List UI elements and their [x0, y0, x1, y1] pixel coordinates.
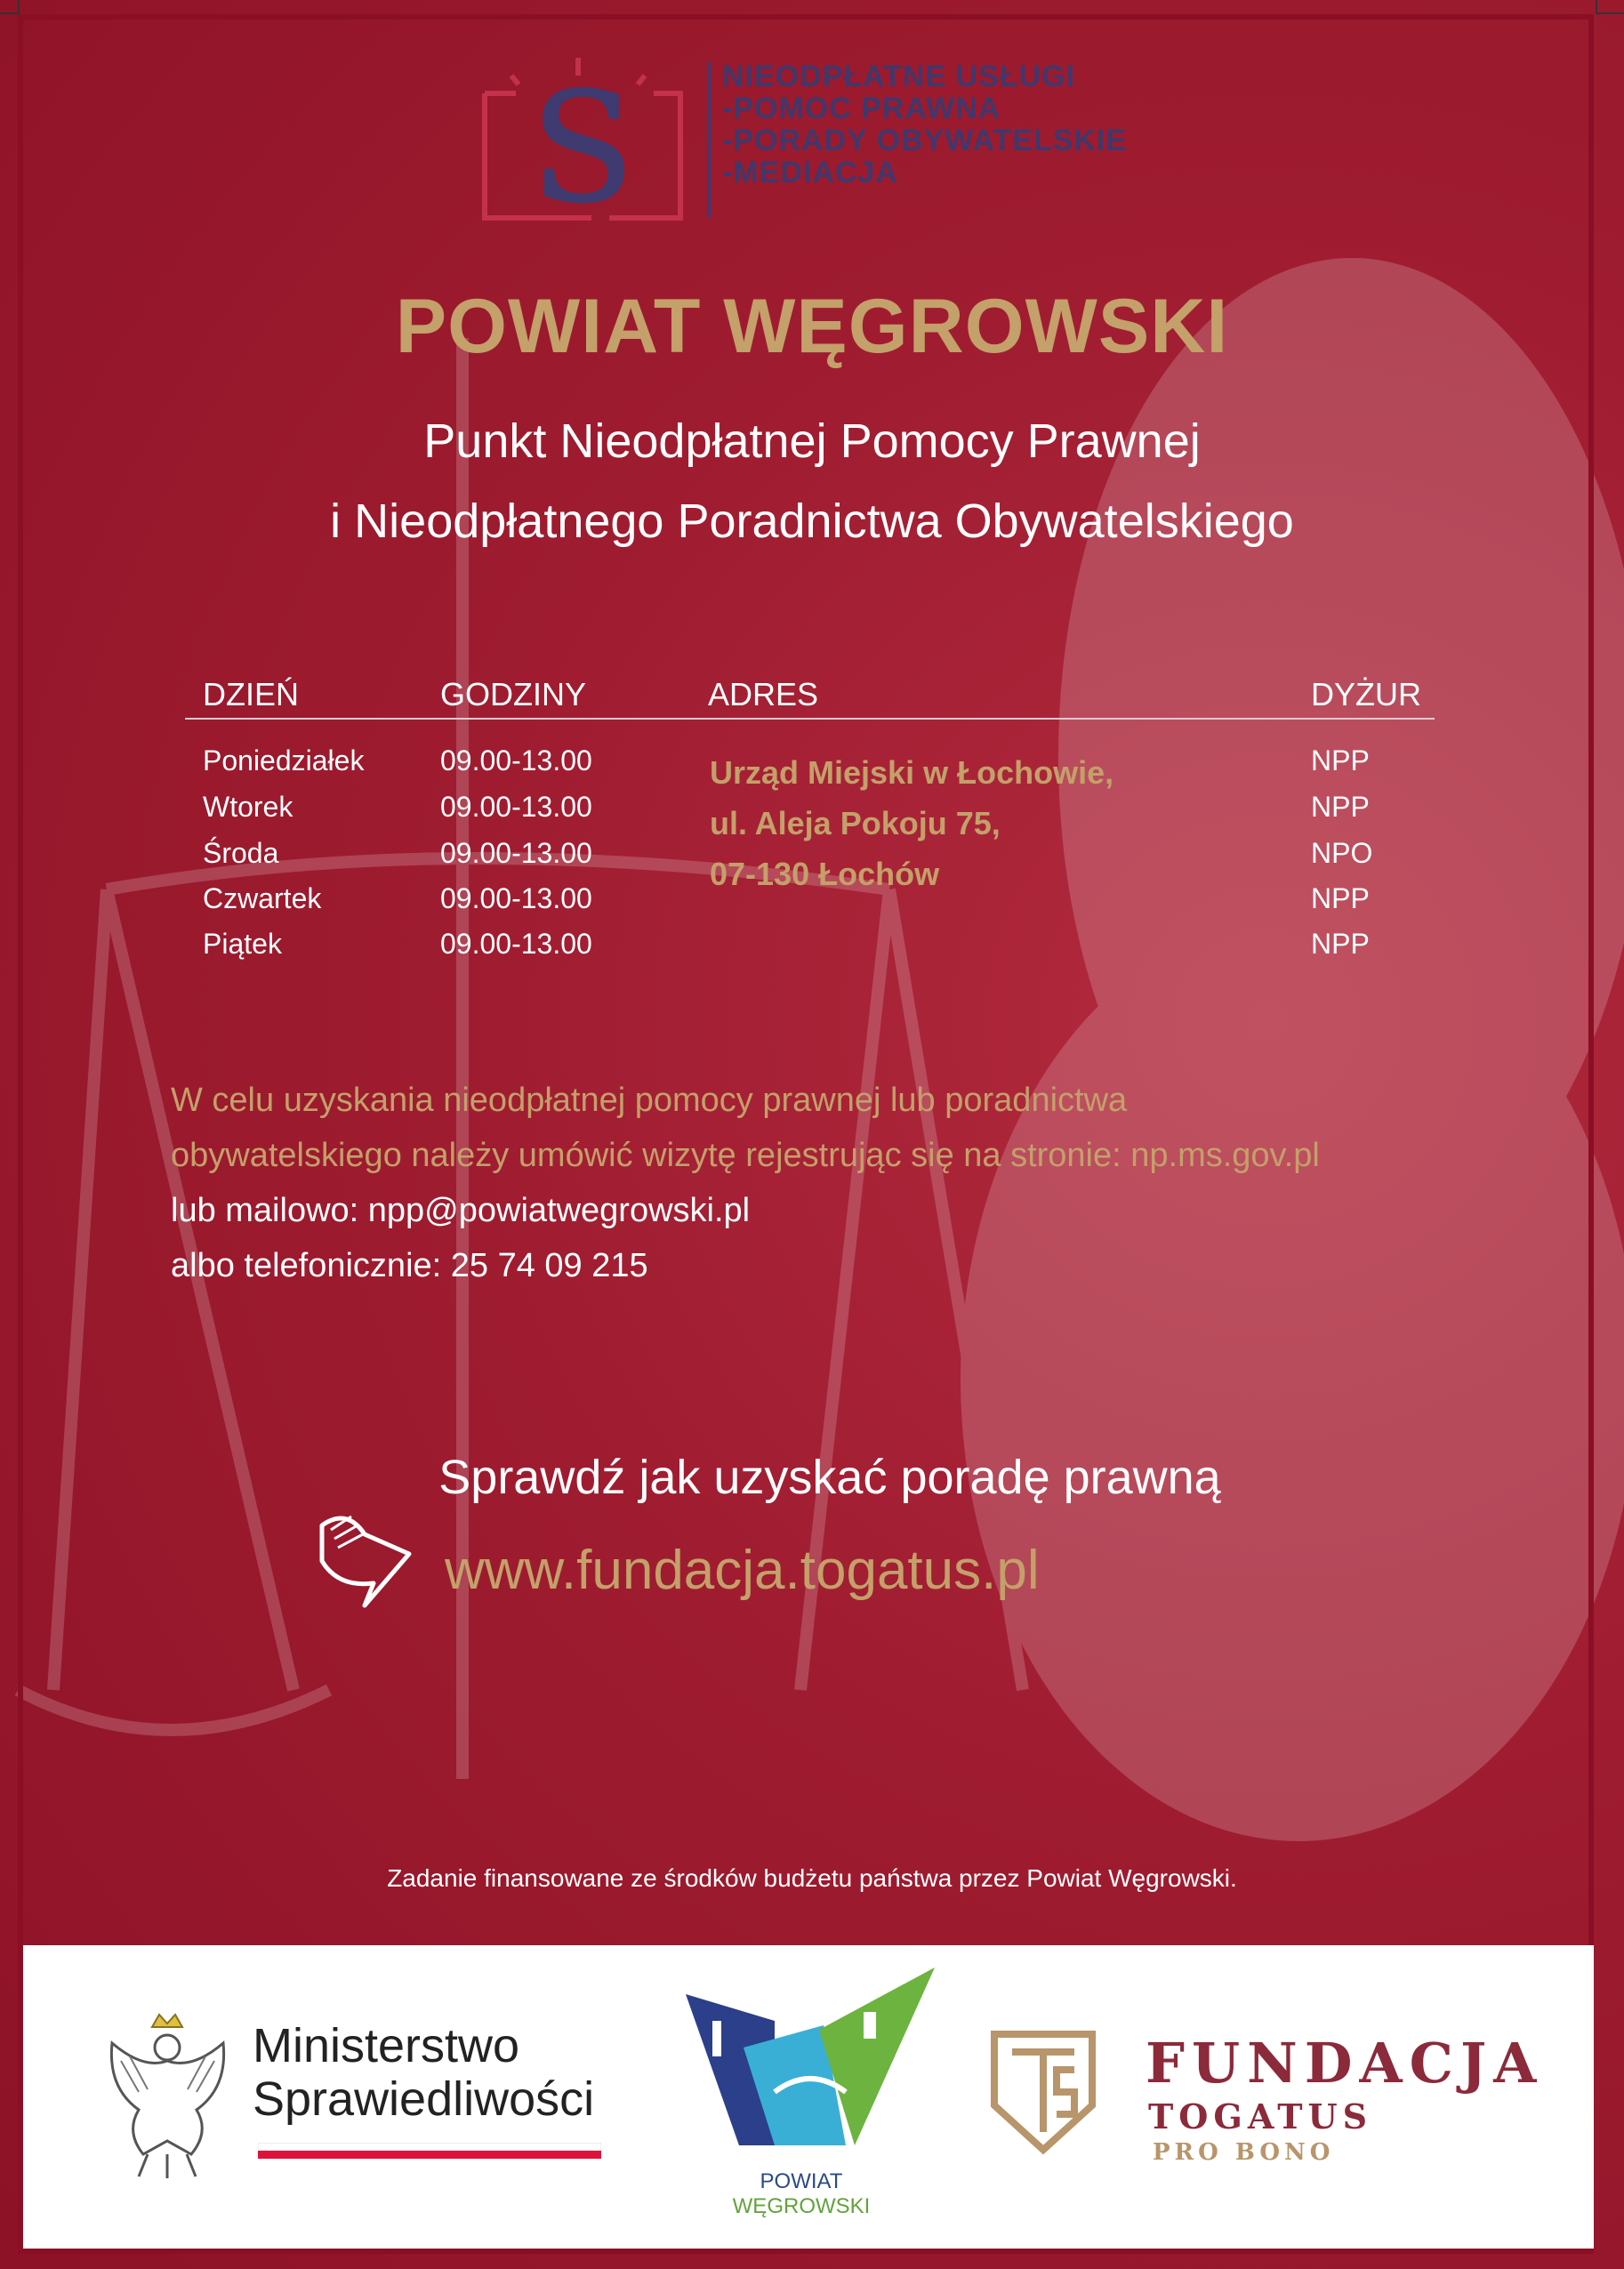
logo-text-line: -MEDIACJA — [722, 156, 898, 189]
row-hours: 09.00-13.00 — [440, 791, 592, 823]
powiat-label: POWIAT — [760, 2169, 843, 2193]
header-hours: GODZINY — [440, 676, 587, 712]
page-title: POWIAT WĘGROWSKI — [395, 284, 1229, 369]
address-block — [710, 747, 1113, 899]
row-duty: NPP — [1311, 882, 1370, 914]
row-day: Wtorek — [203, 791, 293, 823]
row-hours: 09.00-13.00 — [440, 837, 592, 869]
polish-flag-stripe — [258, 2143, 601, 2159]
header-day: DZIEŃ — [203, 676, 299, 712]
row-hours: 09.00-13.00 — [440, 928, 592, 960]
pro-bono-label: PRO BONO — [1153, 2139, 1335, 2166]
row-duty: NPP — [1311, 791, 1370, 823]
info-line-4: albo telefonicznie: 25 74 09 215 — [171, 1247, 648, 1284]
logo-text-line: -POMOC PRAWNA — [722, 92, 1001, 125]
info-line-2: obywatelskiego należy umówić wizytę rejestrując się na stronie: np.ms.gov.pl — [171, 1137, 1320, 1174]
crop-mark-top-left — [0, 0, 20, 14]
funding-note: Zadanie finansowane ze środków budżetu państwa przez Powiat Węgrowski. — [387, 1864, 1237, 1892]
website-link[interactable]: www.fundacja.togatus.pl — [445, 1540, 1040, 1601]
subtitle-line-1: Punkt Nieodpłatnej Pomocy Prawnej — [423, 414, 1201, 468]
crop-mark-top-right — [1596, 0, 1624, 14]
fundacja-name: FUNDACJA — [1146, 2031, 1544, 2096]
ministry-name — [253, 2019, 594, 2126]
ministry-line-1: Ministerstwo — [253, 2019, 520, 2072]
info-line-1: W celu uzyskania nieodpłatnej pomocy prawnej lub poradnictwa — [171, 1082, 1128, 1119]
logo-text-line: NIEODPŁATNE USŁUGI — [722, 60, 1076, 93]
row-hours: 09.00-13.00 — [440, 744, 592, 776]
footer-logos — [23, 1945, 1594, 2249]
row-duty: NPP — [1311, 928, 1370, 960]
logo-text-block — [722, 60, 1127, 189]
header-address: ADRES — [708, 676, 819, 712]
powiat-label-2: WĘGROWSKI — [732, 2194, 871, 2218]
address-line: 07-130 Łochów — [710, 856, 940, 892]
info-line-3: lub mailowo: npp@powiatwegrowski.pl — [171, 1192, 751, 1229]
pointing-hand-icon — [311, 1499, 418, 1623]
polish-eagle-emblem-icon — [90, 2008, 245, 2185]
row-day: Poniedziałek — [203, 744, 365, 776]
row-duty: NPO — [1311, 837, 1373, 869]
table-header-divider — [185, 718, 1435, 720]
svg-text:S: S — [531, 60, 635, 227]
ministry-line-2: Sprawiedliwości — [253, 2072, 595, 2126]
togatus-name: TOGATUS — [1148, 2096, 1373, 2136]
header-duty: DYŻUR — [1311, 676, 1421, 712]
check-heading: Sprawdź jak uzyskać poradę prawną — [438, 1451, 1221, 1504]
powiat-wegrowski-logo — [677, 1959, 944, 2150]
row-day: Środa — [203, 837, 279, 869]
togatus-monogram-icon — [985, 2025, 1101, 2159]
subtitle-line-2: i Nieodpłatnego Poradnictwa Obywatelskiego — [330, 495, 1294, 548]
row-hours: 09.00-13.00 — [440, 882, 592, 914]
row-duty: NPP — [1311, 744, 1370, 776]
address-line: Urząd Miejski w Łochowie, — [710, 754, 1114, 791]
logo-text-line: -PORADY OBYWATELSKIE — [722, 124, 1128, 157]
row-day: Piątek — [203, 928, 282, 960]
address-line: ul. Aleja Pokoju 75, — [710, 805, 1001, 841]
row-day: Czwartek — [203, 882, 322, 914]
